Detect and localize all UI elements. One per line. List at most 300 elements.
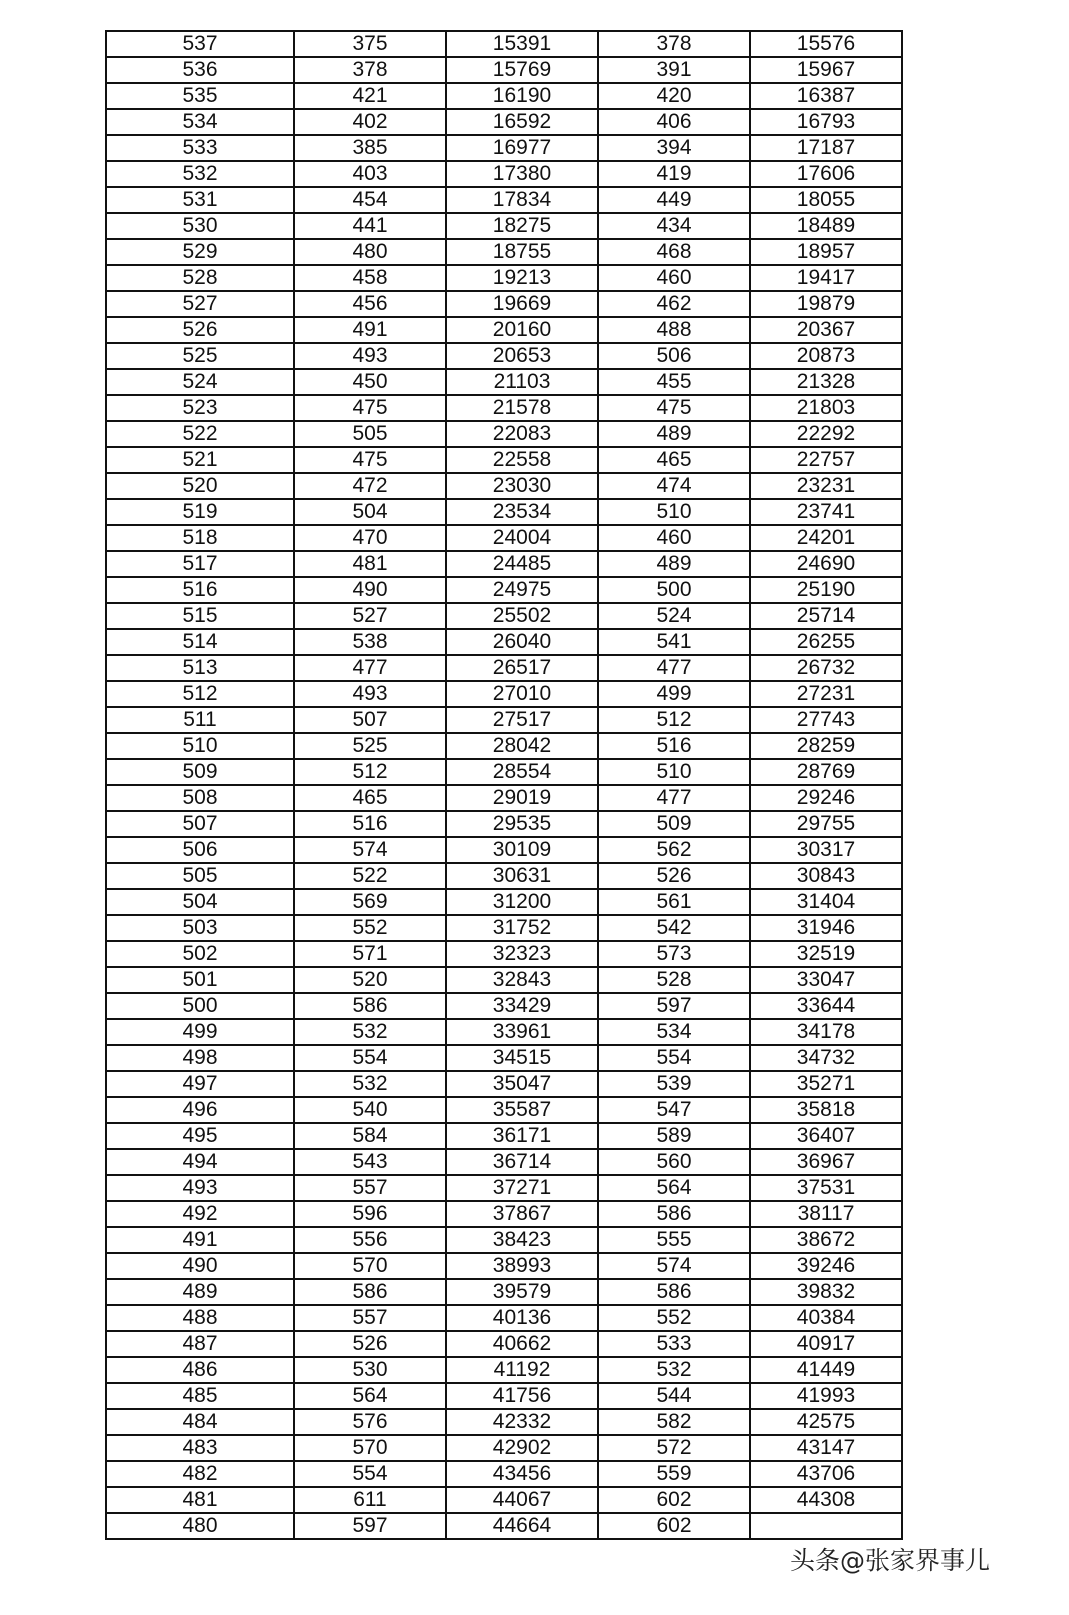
table-cell: 24485 xyxy=(446,551,598,577)
table-cell: 505 xyxy=(294,421,446,447)
table-cell: 41756 xyxy=(446,1383,598,1409)
table-row xyxy=(106,317,902,343)
table-cell: 477 xyxy=(598,655,750,681)
table-cell: 570 xyxy=(294,1253,446,1279)
table-row xyxy=(106,109,902,135)
table-cell: 537 xyxy=(106,31,294,57)
table-cell: 19213 xyxy=(446,265,598,291)
table-cell: 534 xyxy=(106,109,294,135)
table-cell: 611 xyxy=(294,1487,446,1513)
table-row xyxy=(106,1123,902,1149)
table-cell: 20653 xyxy=(446,343,598,369)
table-cell: 530 xyxy=(106,213,294,239)
table-row xyxy=(106,915,902,941)
table-cell: 15576 xyxy=(750,31,902,57)
table-cell: 27231 xyxy=(750,681,902,707)
table-cell: 540 xyxy=(294,1097,446,1123)
table-cell: 554 xyxy=(294,1461,446,1487)
table-cell: 487 xyxy=(106,1331,294,1357)
table-cell xyxy=(750,1513,902,1539)
table-cell: 39832 xyxy=(750,1279,902,1305)
table-row xyxy=(106,1175,902,1201)
table-row xyxy=(106,1435,902,1461)
table-cell: 556 xyxy=(294,1227,446,1253)
table-cell: 16387 xyxy=(750,83,902,109)
table-cell: 33047 xyxy=(750,967,902,993)
table-cell: 480 xyxy=(294,239,446,265)
table-row xyxy=(106,1201,902,1227)
table-cell: 504 xyxy=(106,889,294,915)
table-cell: 584 xyxy=(294,1123,446,1149)
table-cell: 538 xyxy=(294,629,446,655)
table-cell: 465 xyxy=(598,447,750,473)
table-cell: 22558 xyxy=(446,447,598,473)
table-cell: 20873 xyxy=(750,343,902,369)
table-cell: 493 xyxy=(294,343,446,369)
table-cell: 572 xyxy=(598,1435,750,1461)
table-cell: 552 xyxy=(598,1305,750,1331)
table-cell: 526 xyxy=(598,863,750,889)
table-cell: 499 xyxy=(106,1019,294,1045)
table-body xyxy=(106,31,902,1539)
table-row xyxy=(106,1357,902,1383)
table-cell: 586 xyxy=(598,1279,750,1305)
table-cell: 421 xyxy=(294,83,446,109)
table-cell: 535 xyxy=(106,83,294,109)
table-cell: 518 xyxy=(106,525,294,551)
table-cell: 500 xyxy=(598,577,750,603)
table-cell: 564 xyxy=(598,1175,750,1201)
table-row xyxy=(106,1305,902,1331)
table-cell: 378 xyxy=(598,31,750,57)
table-cell: 516 xyxy=(598,733,750,759)
table-cell: 20160 xyxy=(446,317,598,343)
table-cell: 571 xyxy=(294,941,446,967)
table-row xyxy=(106,395,902,421)
table-cell: 23231 xyxy=(750,473,902,499)
table-cell: 38672 xyxy=(750,1227,902,1253)
table-row xyxy=(106,681,902,707)
table-cell: 488 xyxy=(598,317,750,343)
table-cell: 31200 xyxy=(446,889,598,915)
table-cell: 25502 xyxy=(446,603,598,629)
table-cell: 35271 xyxy=(750,1071,902,1097)
table-cell: 570 xyxy=(294,1435,446,1461)
table-cell: 532 xyxy=(598,1357,750,1383)
table-cell: 16592 xyxy=(446,109,598,135)
table-cell: 441 xyxy=(294,213,446,239)
table-cell: 560 xyxy=(598,1149,750,1175)
table-cell: 403 xyxy=(294,161,446,187)
table-row xyxy=(106,733,902,759)
table-cell: 573 xyxy=(598,941,750,967)
table-cell: 16190 xyxy=(446,83,598,109)
table-cell: 488 xyxy=(106,1305,294,1331)
table-cell: 484 xyxy=(106,1409,294,1435)
table-cell: 17834 xyxy=(446,187,598,213)
table-cell: 456 xyxy=(294,291,446,317)
table-cell: 564 xyxy=(294,1383,446,1409)
table-cell: 507 xyxy=(294,707,446,733)
table-cell: 26732 xyxy=(750,655,902,681)
table-cell: 378 xyxy=(294,57,446,83)
table-cell: 507 xyxy=(106,811,294,837)
table-cell: 25190 xyxy=(750,577,902,603)
table-cell: 37271 xyxy=(446,1175,598,1201)
table-cell: 528 xyxy=(598,967,750,993)
table-cell: 391 xyxy=(598,57,750,83)
watermark: 头条@张家界事儿 xyxy=(790,1546,991,1575)
table-row xyxy=(106,343,902,369)
table-row xyxy=(106,31,902,57)
table-cell: 35047 xyxy=(446,1071,598,1097)
table-cell: 576 xyxy=(294,1409,446,1435)
table-cell: 35587 xyxy=(446,1097,598,1123)
table-cell: 481 xyxy=(294,551,446,577)
table-cell: 36171 xyxy=(446,1123,598,1149)
table-row xyxy=(106,707,902,733)
table-cell: 21328 xyxy=(750,369,902,395)
table-cell: 497 xyxy=(106,1071,294,1097)
table-cell: 502 xyxy=(106,941,294,967)
table-row xyxy=(106,369,902,395)
table-cell: 36714 xyxy=(446,1149,598,1175)
table-cell: 41993 xyxy=(750,1383,902,1409)
table-cell: 468 xyxy=(598,239,750,265)
table-cell: 539 xyxy=(598,1071,750,1097)
table-row xyxy=(106,447,902,473)
table-cell: 30631 xyxy=(446,863,598,889)
table-cell: 559 xyxy=(598,1461,750,1487)
table-cell: 43456 xyxy=(446,1461,598,1487)
table-cell: 385 xyxy=(294,135,446,161)
table-cell: 490 xyxy=(106,1253,294,1279)
table-row xyxy=(106,993,902,1019)
table-cell: 43706 xyxy=(750,1461,902,1487)
table-cell: 22292 xyxy=(750,421,902,447)
table-cell: 406 xyxy=(598,109,750,135)
table-cell: 39246 xyxy=(750,1253,902,1279)
table-cell: 527 xyxy=(294,603,446,629)
table-cell: 26040 xyxy=(446,629,598,655)
table-cell: 24004 xyxy=(446,525,598,551)
table-row xyxy=(106,629,902,655)
table-row xyxy=(106,1253,902,1279)
table-cell: 525 xyxy=(294,733,446,759)
table-row xyxy=(106,213,902,239)
table-cell: 597 xyxy=(294,1513,446,1539)
table-cell: 32323 xyxy=(446,941,598,967)
table-cell: 26517 xyxy=(446,655,598,681)
table-cell: 491 xyxy=(294,317,446,343)
table-row xyxy=(106,1149,902,1175)
table-cell: 44664 xyxy=(446,1513,598,1539)
table-cell: 15967 xyxy=(750,57,902,83)
score-rank-table xyxy=(105,30,903,1540)
table-cell: 547 xyxy=(598,1097,750,1123)
table-cell: 533 xyxy=(106,135,294,161)
table-cell: 15769 xyxy=(446,57,598,83)
table-cell: 477 xyxy=(598,785,750,811)
table-cell: 15391 xyxy=(446,31,598,57)
table-cell: 17187 xyxy=(750,135,902,161)
table-cell: 36407 xyxy=(750,1123,902,1149)
table-cell: 526 xyxy=(106,317,294,343)
table-cell: 554 xyxy=(294,1045,446,1071)
table-cell: 586 xyxy=(294,1279,446,1305)
table-row xyxy=(106,1331,902,1357)
table-cell: 27517 xyxy=(446,707,598,733)
table-cell: 28259 xyxy=(750,733,902,759)
table-cell: 480 xyxy=(106,1513,294,1539)
table-cell: 449 xyxy=(598,187,750,213)
table-cell: 506 xyxy=(106,837,294,863)
table-cell: 509 xyxy=(106,759,294,785)
table-cell: 18957 xyxy=(750,239,902,265)
table-row xyxy=(106,759,902,785)
table-cell: 490 xyxy=(294,577,446,603)
table-cell: 511 xyxy=(106,707,294,733)
table-cell: 503 xyxy=(106,915,294,941)
table-cell: 494 xyxy=(106,1149,294,1175)
table-cell: 542 xyxy=(598,915,750,941)
table-cell: 510 xyxy=(598,759,750,785)
table-cell: 489 xyxy=(598,421,750,447)
table-cell: 532 xyxy=(294,1019,446,1045)
table-cell: 510 xyxy=(598,499,750,525)
table-cell: 582 xyxy=(598,1409,750,1435)
table-cell: 27010 xyxy=(446,681,598,707)
table-cell: 491 xyxy=(106,1227,294,1253)
table-cell: 521 xyxy=(106,447,294,473)
table-cell: 472 xyxy=(294,473,446,499)
table-cell: 34732 xyxy=(750,1045,902,1071)
table-cell: 520 xyxy=(294,967,446,993)
table-cell: 526 xyxy=(294,1331,446,1357)
table-cell: 40384 xyxy=(750,1305,902,1331)
table-cell: 496 xyxy=(106,1097,294,1123)
table-cell: 24690 xyxy=(750,551,902,577)
table-cell: 517 xyxy=(106,551,294,577)
table-cell: 40917 xyxy=(750,1331,902,1357)
table-cell: 37867 xyxy=(446,1201,598,1227)
table-cell: 22757 xyxy=(750,447,902,473)
table-row xyxy=(106,265,902,291)
table-cell: 38117 xyxy=(750,1201,902,1227)
table-cell: 475 xyxy=(294,395,446,421)
table-cell: 30317 xyxy=(750,837,902,863)
table-row xyxy=(106,1227,902,1253)
table-cell: 29755 xyxy=(750,811,902,837)
table-cell: 504 xyxy=(294,499,446,525)
table-cell: 450 xyxy=(294,369,446,395)
table-cell: 555 xyxy=(598,1227,750,1253)
table-cell: 31946 xyxy=(750,915,902,941)
table-cell: 420 xyxy=(598,83,750,109)
table-cell: 557 xyxy=(294,1175,446,1201)
table-cell: 16793 xyxy=(750,109,902,135)
table-cell: 17606 xyxy=(750,161,902,187)
table-cell: 30109 xyxy=(446,837,598,863)
table-cell: 561 xyxy=(598,889,750,915)
table-cell: 524 xyxy=(106,369,294,395)
table-cell: 18489 xyxy=(750,213,902,239)
table-cell: 33961 xyxy=(446,1019,598,1045)
table-row xyxy=(106,577,902,603)
table-cell: 23030 xyxy=(446,473,598,499)
table-cell: 42575 xyxy=(750,1409,902,1435)
table-cell: 19669 xyxy=(446,291,598,317)
table-cell: 18755 xyxy=(446,239,598,265)
table-row xyxy=(106,837,902,863)
table-cell: 541 xyxy=(598,629,750,655)
table-cell: 21578 xyxy=(446,395,598,421)
table-row xyxy=(106,1461,902,1487)
table-cell: 35818 xyxy=(750,1097,902,1123)
table-cell: 434 xyxy=(598,213,750,239)
table-cell: 493 xyxy=(106,1175,294,1201)
table-cell: 30843 xyxy=(750,863,902,889)
table-cell: 510 xyxy=(106,733,294,759)
table-cell: 532 xyxy=(294,1071,446,1097)
table-cell: 34178 xyxy=(750,1019,902,1045)
table-cell: 32843 xyxy=(446,967,598,993)
table-cell: 543 xyxy=(294,1149,446,1175)
table-cell: 512 xyxy=(598,707,750,733)
table-cell: 529 xyxy=(106,239,294,265)
table-cell: 41449 xyxy=(750,1357,902,1383)
table-cell: 28769 xyxy=(750,759,902,785)
table-row xyxy=(106,135,902,161)
table-row xyxy=(106,967,902,993)
table-cell: 31752 xyxy=(446,915,598,941)
table-cell: 28042 xyxy=(446,733,598,759)
table-cell: 562 xyxy=(598,837,750,863)
table-cell: 493 xyxy=(294,681,446,707)
table-cell: 602 xyxy=(598,1513,750,1539)
table-cell: 524 xyxy=(598,603,750,629)
table-cell: 44067 xyxy=(446,1487,598,1513)
table-row xyxy=(106,889,902,915)
table-cell: 486 xyxy=(106,1357,294,1383)
table-cell: 512 xyxy=(106,681,294,707)
table-cell: 454 xyxy=(294,187,446,213)
table-cell: 419 xyxy=(598,161,750,187)
table-cell: 499 xyxy=(598,681,750,707)
table-cell: 22083 xyxy=(446,421,598,447)
table-cell: 489 xyxy=(106,1279,294,1305)
table-cell: 465 xyxy=(294,785,446,811)
table-cell: 16977 xyxy=(446,135,598,161)
table-cell: 483 xyxy=(106,1435,294,1461)
table-cell: 516 xyxy=(106,577,294,603)
table-row xyxy=(106,421,902,447)
table-cell: 495 xyxy=(106,1123,294,1149)
table-cell: 32519 xyxy=(750,941,902,967)
table-cell: 26255 xyxy=(750,629,902,655)
table-cell: 41192 xyxy=(446,1357,598,1383)
table-cell: 39579 xyxy=(446,1279,598,1305)
table-cell: 534 xyxy=(598,1019,750,1045)
table-cell: 475 xyxy=(598,395,750,421)
table-row xyxy=(106,655,902,681)
table-row xyxy=(106,1097,902,1123)
table-cell: 602 xyxy=(598,1487,750,1513)
table-cell: 40662 xyxy=(446,1331,598,1357)
table-cell: 18275 xyxy=(446,213,598,239)
table-cell: 500 xyxy=(106,993,294,1019)
table-cell: 402 xyxy=(294,109,446,135)
table-cell: 508 xyxy=(106,785,294,811)
table-cell: 470 xyxy=(294,525,446,551)
table-cell: 25714 xyxy=(750,603,902,629)
table-cell: 513 xyxy=(106,655,294,681)
table-cell: 462 xyxy=(598,291,750,317)
table-cell: 557 xyxy=(294,1305,446,1331)
table-cell: 589 xyxy=(598,1123,750,1149)
table-cell: 574 xyxy=(294,837,446,863)
table-cell: 42332 xyxy=(446,1409,598,1435)
table-cell: 37531 xyxy=(750,1175,902,1201)
table-cell: 460 xyxy=(598,525,750,551)
table-row xyxy=(106,1513,902,1539)
table-cell: 552 xyxy=(294,915,446,941)
table-cell: 522 xyxy=(106,421,294,447)
table-cell: 520 xyxy=(106,473,294,499)
table-row xyxy=(106,1071,902,1097)
table-cell: 21803 xyxy=(750,395,902,421)
table-cell: 477 xyxy=(294,655,446,681)
table-cell: 515 xyxy=(106,603,294,629)
table-row xyxy=(106,1409,902,1435)
table-cell: 29535 xyxy=(446,811,598,837)
table-cell: 44308 xyxy=(750,1487,902,1513)
table-row xyxy=(106,161,902,187)
table-cell: 31404 xyxy=(750,889,902,915)
table-cell: 597 xyxy=(598,993,750,1019)
table-cell: 27743 xyxy=(750,707,902,733)
table-cell: 505 xyxy=(106,863,294,889)
table-cell: 455 xyxy=(598,369,750,395)
table-cell: 18055 xyxy=(750,187,902,213)
table-cell: 533 xyxy=(598,1331,750,1357)
table-cell: 525 xyxy=(106,343,294,369)
table-cell: 574 xyxy=(598,1253,750,1279)
table-cell: 489 xyxy=(598,551,750,577)
table-cell: 482 xyxy=(106,1461,294,1487)
table-row xyxy=(106,1487,902,1513)
table-row xyxy=(106,187,902,213)
table-cell: 40136 xyxy=(446,1305,598,1331)
table-cell: 38993 xyxy=(446,1253,598,1279)
table-row xyxy=(106,863,902,889)
table-cell: 509 xyxy=(598,811,750,837)
table-row xyxy=(106,499,902,525)
table-cell: 527 xyxy=(106,291,294,317)
table-cell: 554 xyxy=(598,1045,750,1071)
table-cell: 474 xyxy=(598,473,750,499)
table-cell: 34515 xyxy=(446,1045,598,1071)
table-cell: 33429 xyxy=(446,993,598,1019)
table-cell: 24975 xyxy=(446,577,598,603)
table-cell: 36967 xyxy=(750,1149,902,1175)
table-row xyxy=(106,525,902,551)
table-cell: 33644 xyxy=(750,993,902,1019)
table-cell: 460 xyxy=(598,265,750,291)
table-row xyxy=(106,83,902,109)
table-cell: 528 xyxy=(106,265,294,291)
table-cell: 569 xyxy=(294,889,446,915)
